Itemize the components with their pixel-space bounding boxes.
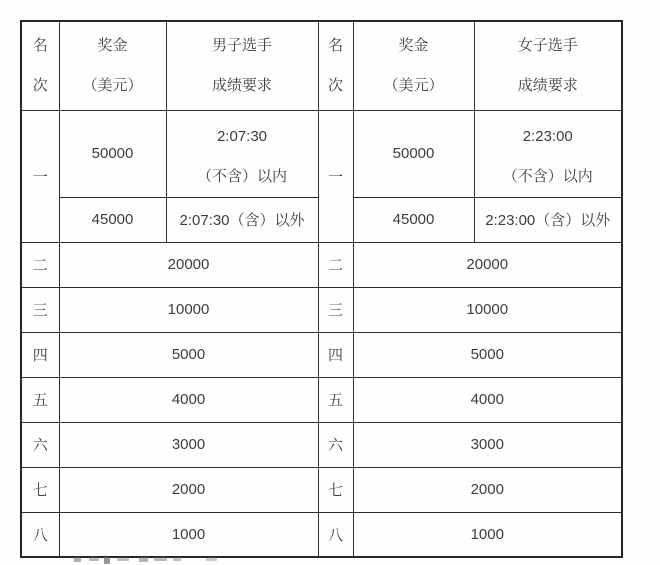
- table-row: [21, 467, 622, 512]
- prize-cell-women: 5000: [353, 332, 622, 377]
- header-rank-line2: 次: [32, 76, 48, 94]
- prize-cell-women: 3000: [353, 422, 622, 467]
- prize-cell-women: 4000: [353, 377, 622, 422]
- table-row: [21, 287, 622, 332]
- rank-cell: 三: [21, 287, 59, 332]
- header-men-line1: 男子选手: [211, 36, 272, 54]
- requirement-cell-women-tier2: 2:23:00（含）以外: [474, 197, 622, 242]
- rank-cell-first-right: 一: [318, 110, 353, 242]
- header-women-requirement: [474, 21, 622, 110]
- header-rank-line2: 次: [327, 76, 343, 94]
- header-prize-left: [59, 21, 166, 110]
- rank-cell: 四: [21, 332, 59, 377]
- requirement-cell-women-tier1: [474, 110, 622, 197]
- header-men-requirement: [166, 21, 318, 110]
- men-tier1-req-line1: 2:07:30: [216, 127, 268, 145]
- header-prize-line2: （美元）: [383, 76, 444, 94]
- rank-cell: 六: [318, 422, 353, 467]
- prize-cell-men: 5000: [59, 332, 318, 377]
- prize-cell-women-tier2: 45000: [353, 197, 474, 242]
- rank-cell: 五: [21, 377, 59, 422]
- prize-cell-women: 20000: [353, 242, 622, 287]
- rank-cell: 三: [318, 287, 353, 332]
- prize-cell-women: 2000: [353, 467, 622, 512]
- prize-cell-women-tier1: 50000: [353, 110, 474, 197]
- prize-cell-men: 3000: [59, 422, 318, 467]
- table-row: [21, 242, 622, 287]
- requirement-cell-men-tier2: 2:07:30（含）以外: [166, 197, 318, 242]
- prize-cell-men: 20000: [59, 242, 318, 287]
- prize-table: [20, 20, 623, 558]
- table-row: [21, 422, 622, 467]
- women-tier1-req-line2: （不含）以内: [502, 167, 593, 185]
- rank-cell: 四: [318, 332, 353, 377]
- rank-cell: 二: [21, 242, 59, 287]
- header-rank-line1: 名: [327, 36, 343, 54]
- rank-cell: 二: [318, 242, 353, 287]
- header-rank-left: [21, 21, 59, 110]
- header-prize-right: [353, 21, 474, 110]
- men-tier1-req-line2: （不含）以内: [196, 167, 287, 185]
- table-header-row: [21, 21, 622, 110]
- header-rank-right: [318, 21, 353, 110]
- header-women-line1: 女子选手: [517, 36, 578, 54]
- rank-cell: 七: [21, 467, 59, 512]
- women-tier1-req-line1: 2:23:00: [522, 127, 573, 145]
- prize-cell-men: 10000: [59, 287, 318, 332]
- table-row: [21, 512, 622, 557]
- requirement-cell-men-tier1: [166, 110, 318, 197]
- rank-cell: 六: [21, 422, 59, 467]
- prize-cell-men: 2000: [59, 467, 318, 512]
- table-row: [21, 377, 622, 422]
- header-women-line2: 成绩要求: [517, 76, 578, 94]
- prize-cell-women: 10000: [353, 287, 622, 332]
- header-men-line2: 成绩要求: [211, 76, 272, 94]
- rank-cell: 七: [318, 467, 353, 512]
- cropped-text-fragment: [0, 556, 660, 565]
- rank-cell: 八: [318, 512, 353, 557]
- table-row: [21, 332, 622, 377]
- prize-cell-women: 1000: [353, 512, 622, 557]
- prize-cell-men: 4000: [59, 377, 318, 422]
- first-place-tier1-row: [21, 110, 622, 197]
- rank-cell: 八: [21, 512, 59, 557]
- header-prize-line1: 奖金: [97, 36, 128, 54]
- header-rank-line1: 名: [32, 36, 48, 54]
- rank-cell-first-left: 一: [21, 110, 59, 242]
- header-prize-line2: （美元）: [82, 76, 143, 94]
- prize-cell-men-tier1: 50000: [59, 110, 166, 197]
- header-prize-line1: 奖金: [398, 36, 429, 54]
- rank-cell: 五: [318, 377, 353, 422]
- prize-cell-men-tier2: 45000: [59, 197, 166, 242]
- prize-cell-men: 1000: [59, 512, 318, 557]
